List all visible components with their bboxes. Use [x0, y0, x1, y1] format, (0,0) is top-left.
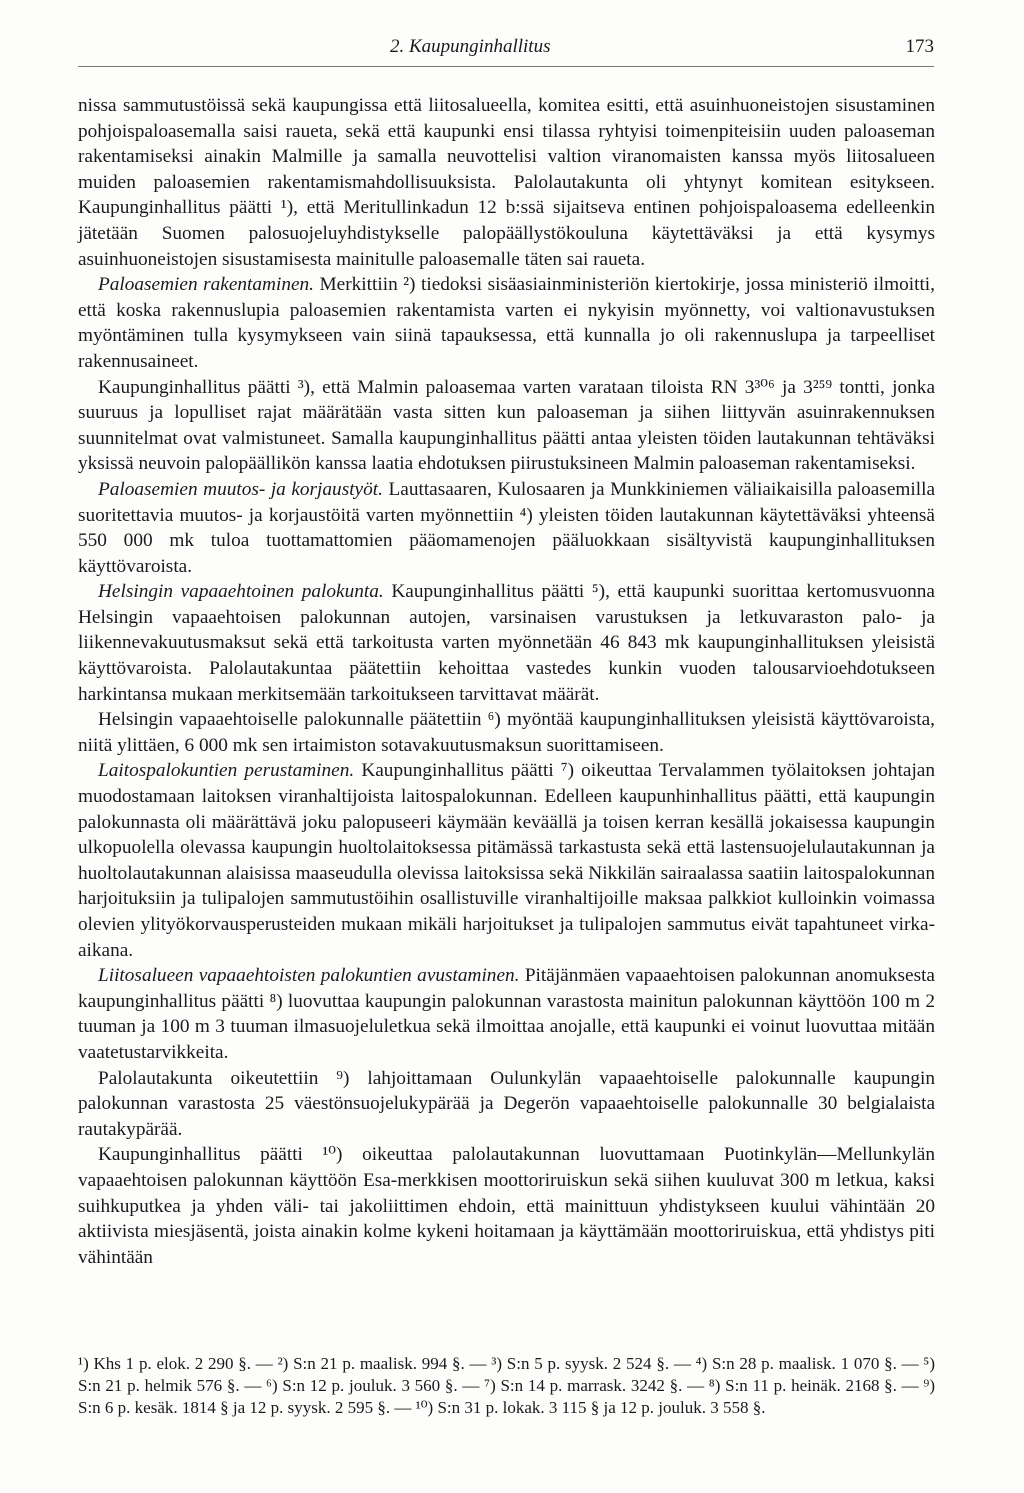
paragraph [78, 963, 935, 1065]
paragraph [78, 707, 935, 758]
paragraph [78, 1142, 935, 1270]
paragraph-text: Lauttasaaren, Kulosaaren ja Munkkiniemen väliaikaisilla paloasemilla suoritettavia muutos- ja korjaustöitä varten myönnettiin ⁴) yleisten töiden lautakunnan käytettäväksi yhteensä 550 000 mk tuloa tuottamattomien pääomamenojen pääluokkaan sisältyvistä kaupunginhallituksen käyttövaroista. [78, 478, 935, 577]
paragraph-text: nissa sammutustöissä sekä kaupungissa että liitosalueella, komitea esitti, että asuinhuoneistojen sisustaminen pohjoispaloasemalla saisi raueta, sekä että kaupunki ensi tilassa ryhtyisi toimenpiteisiin uuden paloaseman rakentamiseksi ainakin Malmille ja samalla neuvottelisi valtion viranomaisten kanssa myös liitosalueen muiden paloasemien rakentamismahdollisuuksista. Palolautakunta oli yhtynyt komitean esitykseen. Kaupunginhallitus päätti ¹), että Meritullinkadun 12 b:ssä sijaitseva entinen pohjoispaloasema edelleenkin jätetään Suomen palosuojeluyhdistykselle palopäällystökouluna käytettäväksi ja että kysymys asuinhuoneistojen sisustamisesta mainitulle paloasemalle täten sai raueta. [78, 95, 935, 270]
paragraph [78, 758, 935, 963]
paragraph-heading: Helsingin vapaaehtoinen palokunta. [98, 581, 384, 603]
paragraph-text: Kaupunginhallitus päätti ⁷) oikeuttaa Tervalammen työlaitoksen johtajan muodostamaan laitoksen viranhaltijoista laitospalokunnan. Edelleen kaupunhinhallitus päätti, että kaupungin palokunnasta oli määrättävä joku palopuseeri käymään keväällä ja toisen kerran kesällä jokaisessa kaupungin ulkopuolella olevassa kaupungin huoltolaitoksessa pitämässä tarkastusta sekä että lastensuojelulautakunnan ja huoltolautakunnan alaisissa maaseudulla olevissa laitoksissa sekä Nikkilän sairaalassa saatiin laitospalokunnan harjoituksiin ja tulipalojen sammutustöihin osallistuville viranhaltijoille maksaa palkkiot kulloinkin voimassa olevien ylityökorvausperusteiden mukaan mikäli harjoitukset ja tulipalojen sammutus eivät tapahtuneet virka-aikana. [78, 760, 936, 961]
body-text [78, 93, 935, 1270]
page-number: 173 [905, 36, 934, 57]
paragraph-text: Kaupunginhallitus päätti ³), että Malmin paloasemaa varten varataan tiloista RN 3³⁰⁶ ja 3²⁵⁹ tontti, jonka suuruus ja lopulliset rajat määrätään vasta sitten kun paloaseman ja siihen liittyvän asuinrakennuksen suunnitelmat ovat valmistuneet. Samalla kaupunginhallitus päätti antaa yleisten töiden lautakunnan tehtäväksi yksissä neuvoin palopäällikön kanssa laatia ehdotuksen piirustuksineen Malmin paloaseman rakentamiseksi. [78, 376, 935, 475]
paragraph [78, 1066, 935, 1143]
paragraph [78, 477, 935, 579]
chapter-title: 2. Kaupunginhallitus [390, 36, 551, 57]
paragraph-text: Kaupunginhallitus päätti ⁵), että kaupunki suorittaa kertomusvuonna Helsingin vapaaehtoisen palokunnan autojen, varsinaisen varustuksen ja letkuvaraston palo- ja liikennevakuutusmaksut sekä että tarkoitusta varten myönnetään 46 843 mk kaupunginhallituksen yleisistä käyttövaroista. Palolautakuntaa päätettiin kehoittaa vastedes kunkin vuoden talousarvioehdotukseen harkintansa mukaan merkitsemään tarkoitukseen tarvittavat määrät. [78, 581, 935, 705]
paragraph-text: Kaupunginhallitus päätti ¹⁰) oikeuttaa palolautakunnan luovuttamaan Puotinkylän—Mellunkylän vapaaehtoisen palokunnan käyttöön Esa-merkkisen moottoriruiskun sekä siihen kuuluvat 300 m letkua, kaksi suihkuputkea ja yhden väli- tai jakoliittimen ehdoin, että mainittuun yhdistykseen kuului vähintään 20 aktiivista miesjäsentä, joista ainakin kolme kykeni hoitamaan ja käyttämään moottoriruiskua, että yhdistys piti vähintään [78, 1144, 935, 1268]
paragraph-heading: Liitosalueen vapaaehtoisten palokuntien avustaminen. [98, 965, 520, 987]
paragraph-text: Palolautakunta oikeutettiin ⁹) lahjoittamaan Oulunkylän vapaaehtoiselle palokunnalle kaupungin palokunnan varastosta 25 väestönsuojelukypärää ja Degerön vapaaehtoiselle palokunnalle 30 belgialaista rautakypärää. [78, 1067, 935, 1140]
paragraph-text: Merkittiin ²) tiedoksi sisäasiainministeriön kiertokirje, jossa ministeriö ilmoitti, että koska rakennuslupia paloasemien rakentamista varten ei nykyisin myönnetty, voi valtionavustuksen myöntäminen tulla kysymykseen vain siinä tapauksessa, että kunnalla jo oli rakennuslupa ja tarpeelliset rakennusaineet. [78, 274, 935, 372]
paragraph-heading: Paloasemien rakentaminen. [98, 274, 314, 296]
paragraph [78, 272, 935, 374]
running-header [78, 34, 934, 67]
paragraph-text: Helsingin vapaaehtoiselle palokunnalle päätettiin ⁶) myöntää kaupunginhallituksen yleisistä käyttövaroista, niitä ylittäen, 6 000 mk sen irtaimiston sotavakuutusmaksun suorittamiseen. [78, 709, 935, 756]
paragraph-text: Pitäjänmäen vapaaehtoisen palokunnan anomuksesta kaupunginhallitus päätti ⁸) luovuttaa kaupungin palokunnan varastosta mainitun palokunnan käyttöön 100 m 2 tuuman ja 100 m 3 tuuman ilmasuojeluletkua sekä ilmoittaa anojalle, että kaupunki ei voinut luovuttaa mitään vaatetustarvikkeita. [78, 965, 935, 1063]
footnote-text: ¹) Khs 1 p. elok. 2 290 §. — ²) S:n 21 p. maalisk. 994 §. — ³) S:n 5 p. syysk. 2 524 §. — ⁴) S:n 28 p. maalisk. 1 070 §. — ⁵) S:n 21 p. helmik 576 §. — ⁶) S:n 12 p. jouluk. 3 560 §. — ⁷) S:n 14 p. marrask. 3242 §. — ⁸) S:n 11 p. heinäk. 2168 §. — ⁹) S:n 6 p. kesäk. 1814 § ja 12 p. syysk. 2 595 §. — ¹⁰) S:n 31 p. lokak. 3 115 § ja 12 p. jouluk. 3 558 §. [78, 1354, 935, 1417]
paragraph [78, 579, 935, 707]
paragraph [78, 93, 935, 272]
footnotes [78, 1353, 935, 1419]
paragraph-heading: Paloasemien muutos- ja korjaustyöt. [98, 478, 383, 500]
paragraph-heading: Laitospalokuntien perustaminen. [98, 760, 355, 782]
paragraph [78, 375, 935, 477]
